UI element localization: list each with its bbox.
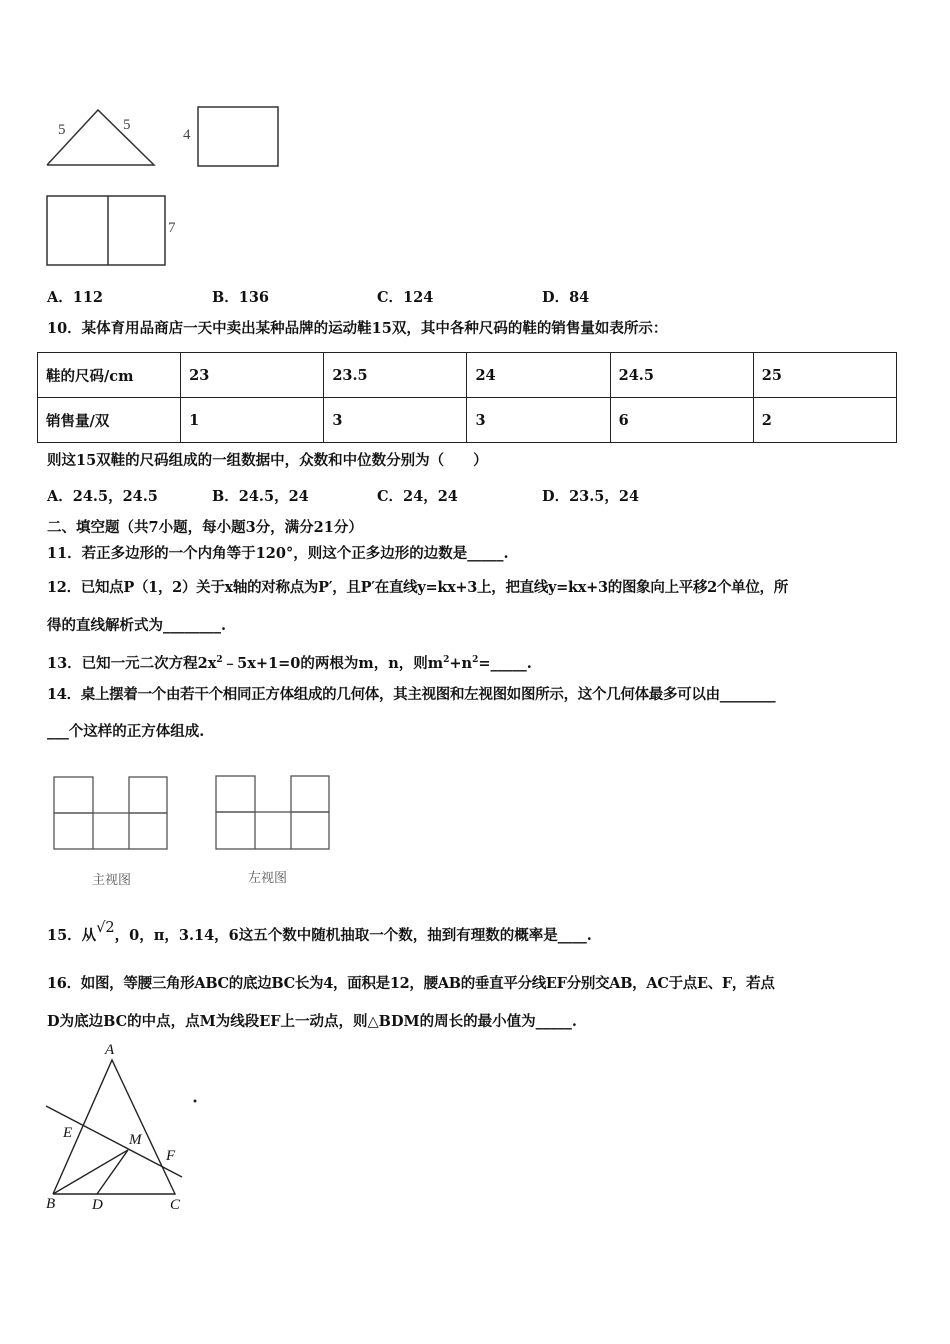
tri-side-label: 5: [58, 122, 66, 138]
table-cell: 3: [467, 398, 610, 443]
point-label-m: M: [129, 1132, 142, 1148]
point-label-f: F: [166, 1148, 176, 1164]
front-view-caption: 主视图: [92, 873, 132, 888]
question-16-cont: D为底边BC的中点，点M为线段EF上一动点，则△BDM的周长的最小值为_____.: [47, 1013, 577, 1030]
option-a: A．24.5，24.5: [47, 488, 158, 505]
option-b: B．136: [212, 289, 270, 306]
q10-question: 则这15双鞋的尺码组成的一组数据中，众数和中位数分别为（ ）: [47, 452, 488, 469]
option-d: D．84: [542, 289, 590, 306]
text: +n: [449, 654, 473, 672]
question-11: 11．若正多边形的一个内角等于120°，则这个正多边形的边数是_____.: [47, 545, 509, 562]
table-cell: 6: [610, 398, 753, 443]
text: =_____.: [478, 654, 532, 672]
tri-side-label: 5: [123, 117, 131, 133]
table-cell: 1: [181, 398, 324, 443]
question-12: 12．已知点P（1，2）关于x轴的对称点为P′，且P′在直线y=kx+3上，把直线y=kx+3的图象向上平移2个单位，所: [47, 579, 788, 596]
q10-stem: 10．某体育用品商店一天中卖出某种品牌的运动鞋15双，其中各种尺码的鞋的销售量如表所示：: [47, 320, 668, 337]
table-cell: 2: [753, 398, 896, 443]
point-label-c: C: [170, 1197, 181, 1213]
q9-figures: [47, 107, 278, 265]
rect-view: [198, 107, 278, 166]
question-12-cont: 得的直线解析式为________.: [47, 617, 227, 634]
option-d: D．23.5，24: [542, 488, 640, 505]
point-label-a: A: [105, 1042, 115, 1058]
question-13: [47, 650, 532, 674]
table-row: [38, 398, 897, 443]
point-label-e: E: [63, 1125, 73, 1141]
table-cell: 23.5: [324, 353, 467, 398]
left-view-caption: 左视图: [248, 871, 288, 886]
option-c: C．124: [377, 289, 434, 306]
text: ﹣5x+1=0的两根为m，n，则m: [222, 654, 444, 672]
q14-figures: [54, 776, 329, 849]
point-label-b: B: [46, 1196, 56, 1212]
table-cell: 3: [324, 398, 467, 443]
section-heading: 二、填空题（共7小题，每小题3分，满分21分）: [47, 519, 363, 536]
table-cell: 销售量/双: [38, 398, 181, 443]
question-15: [47, 920, 592, 946]
big-rect-side-label: 7: [168, 220, 176, 236]
table-cell: 24.5: [610, 353, 753, 398]
table-cell: 23: [181, 353, 324, 398]
text: 13．已知一元二次方程2x: [47, 654, 217, 672]
superscript: 2: [472, 655, 479, 665]
big-rect-view: [47, 196, 165, 265]
table-cell: 24: [467, 353, 610, 398]
text: 15．从: [47, 927, 97, 944]
table-cell: 25: [753, 353, 896, 398]
text: ，0，π，3.14，6这五个数中随机抽取一个数，抽到有理数的概率是____.: [114, 927, 592, 944]
question-16: 16．如图，等腰三角形ABC的底边BC长为4，面积是12，腰AB的垂直平分线EF分别交AB，AC于点E、F，若点: [47, 975, 775, 992]
option-b: B．24.5，24: [212, 488, 309, 505]
question-14-cont: ___个这样的正方体组成.: [47, 723, 205, 740]
rect-side-label: 4: [183, 127, 191, 143]
sqrt-2: √2: [96, 920, 115, 936]
superscript: 2: [443, 655, 450, 665]
table-row: [38, 353, 897, 398]
superscript: 2: [216, 655, 223, 665]
point-label-d: D: [92, 1197, 103, 1213]
shoe-size-table: [37, 352, 897, 443]
table-cell: 鞋的尺码/cm: [38, 353, 181, 398]
option-a: A．112: [47, 289, 104, 306]
option-c: C．24，24: [377, 488, 458, 505]
question-14: 14．桌上摆着一个由若干个相同正方体组成的几何体，其主视图和左视图如图所示，这个几何体最多可以由________: [47, 686, 776, 703]
